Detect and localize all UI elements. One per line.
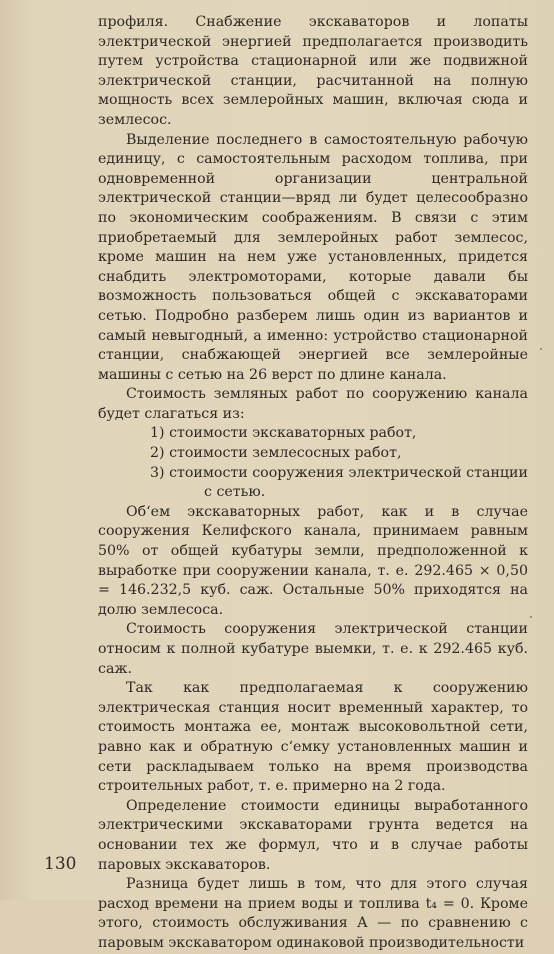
body-text: [98, 13, 528, 954]
list-item-continuation-text: с сетью.: [204, 484, 266, 501]
paragraph: Стоимость земляных работ по сооружению канала будет слагаться из:: [98, 386, 528, 422]
paragraph: Об‘ем экскаваторных работ, как и в случае сооружения Келифского канала, принимаем равным 50% от общей кубатуры земли, предположенной к выработке при сооружении канала, т. е. 292.465 × 0,50 = 146.232,5 куб. саж. Остальные 50% приходятся на долю землесоса.: [98, 503, 528, 618]
paragraph: Так как предполагаемая к сооружению электрическая станция носит временный характер, то стоимость монтажа ее, монтаж высоковольтной сети, равно как и обратную с‘емку установленных машин и сети раскладываем только на время производства строительных работ, т. е. примерно на 2 года.: [98, 680, 528, 795]
list-item-continuation: [98, 483, 528, 503]
paper-speck: [530, 616, 532, 618]
list-item: 2) стоимости землесосных работ,: [150, 445, 402, 462]
page-number: 130: [44, 854, 77, 874]
paper-speck: [540, 348, 542, 350]
cost-list: [98, 424, 528, 502]
paragraph: профиля. Снабжение экскаваторов и лопаты электрической энергией предполагается производить путем устройства стационарной или же подвижной электрической станции, расчитанной на полную мощность всех землеройных машин, включая сюда и землесос.: [98, 14, 528, 128]
paragraph: Разница будет лишь в том, что для этого случая расход времени на прием воды и топлива t₄ = 0. Кроме этого, стоимость обслуживания А — по сравнению с паровым экскаватором одинаковой производительности: [98, 876, 528, 951]
paragraph: Определение стоимости единицы выработанного электрическими экскаваторами грунта ведется на основании тех же формул, что и в случае работы паровых экскаваторов.: [98, 797, 528, 873]
paragraph: Стоимость сооружения электрической станции относим к полной кубатуре выемки, т. е. к 292.465 куб. саж.: [98, 621, 528, 677]
list-item: 3) стоимости сооружения электрической станции: [150, 464, 528, 481]
paragraph: Выделение последнего в самостоятельную рабочую единицу, с самостоятельным расходом топлива, при одновременной организации центральной электрической станции—вряд ли будет целесообразно по экономическим соображениям. В связи с этим приобретаемый для землеройных работ землесос, кроме машин на нем уже установленных, придется снабдить электромоторами, которые давали бы возможность пользоваться общей с экскаваторами сетью. Подробно разберем лишь один из вариантов и самый невыгодный, а именно: устройство стационарной станции, снабжающей энергией все землеройные машины с сетью на 26 верст по длине канала.: [98, 131, 528, 383]
list-item: 1) стоимости экскаваторных работ,: [150, 425, 417, 442]
